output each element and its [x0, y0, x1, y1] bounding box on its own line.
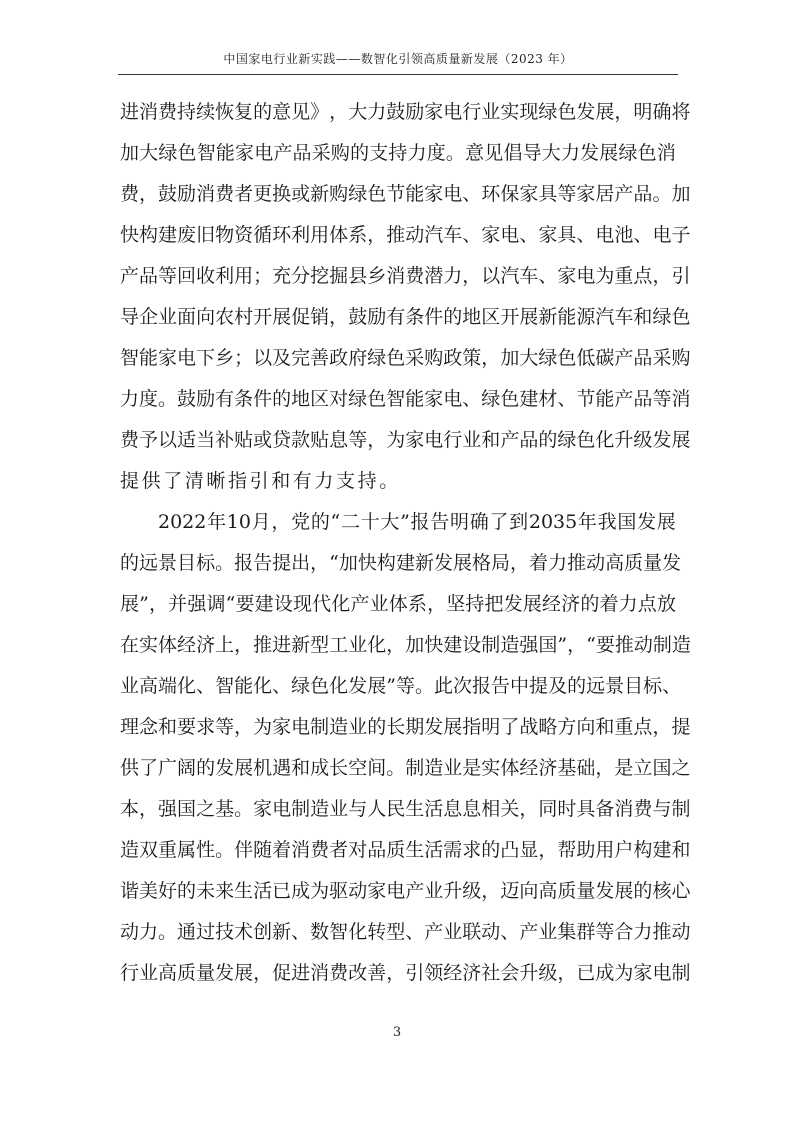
paragraph	[120, 92, 691, 502]
text-line: 费 ， 鼓 励 消 费 者 更 换 或 新 购 绿 色 节 能 家 电 、 环 保 家 具 等 家 居 产 品 。 加	[120, 183, 691, 205]
text-line: 智 能 家 电 下 乡 ； 以 及 完 善 政 府 绿 色 采 购 政 策 ， 加 大 绿 色 低 碳 产 品 采 购	[120, 347, 691, 369]
text-line: 提供了清晰指引和有力支持。	[120, 470, 401, 492]
text-line: 在 实 体 经 济 上 ， 推 进 新 型 工 业 化 ， 加 快 建 设 制 造 强 国 ” ， “ 要 推 动 制 造	[120, 634, 691, 656]
text-line: 的 远 景 目 标 。 报 告 提 出 ， “ 加 快 构 建 新 发 展 格 局 ， 着 力 推 动 高 质 量 发	[120, 552, 682, 574]
text-line: 造 双 重 属 性 。 伴 随 着 消 费 者 对 品 质 生 活 需 求 的 凸 显 ， 帮 助 用 户 构 建 和	[120, 839, 691, 861]
text-line: 力 度 。 鼓 励 有 条 件 的 地 区 对 绿 色 智 能 家 电 、 绿 色 建 材 、 节 能 产 品 等 消	[120, 388, 691, 410]
paragraph	[120, 502, 691, 994]
text-line: 谐 美 好 的 未 来 生 活 已 成 为 驱 动 家 电 产 业 升 级 ， 迈 向 高 质 量 发 展 的 核 心	[120, 880, 691, 902]
text-line: 业 高 端 化 、 智 能 化 、 绿 色 化 发 展 ” 等 。 此 次 报 告 中 提 及 的 远 景 目 标 、	[120, 675, 682, 697]
text-line: 展 ” ， 并 强 调 “ 要 建 设 现 代 化 产 业 体 系 ， 坚 持 把 发 展 经 济 的 着 力 点 放	[120, 593, 676, 615]
text-line: 快 构 建 废 旧 物 资 循 环 利 用 体 系 ， 推 动 汽 车 、 家 电 、 家 具 、 电 池 、 电 子	[120, 224, 691, 246]
body-text	[120, 92, 691, 994]
text-line: 产 品 等 回 收 利 用 ； 充 分 挖 掘 县 乡 消 费 潜 力 ， 以 汽 车 、 家 电 为 重 点 ， 引	[120, 265, 691, 287]
text-line: 本 ， 强 国 之 基 。 家 电 制 造 业 与 人 民 生 活 息 息 相 关 ， 同 时 具 备 消 费 与 制	[120, 798, 691, 820]
text-line: 供 了 广 阔 的 发 展 机 遇 和 成 长 空 间 。 制 造 业 是 实 体 经 济 基 础 ， 是 立 国 之	[120, 757, 691, 779]
text-line: 费 予 以 适 当 补 贴 或 贷 款 贴 息 等 ， 为 家 电 行 业 和 产 品 的 绿 色 化 升 级 发 展	[120, 429, 691, 451]
text-line: 2022 年 10 月 ， 党 的 “ 二 十 大 ” 报 告 明 确 了 到 2035 年 我 国 发 展	[158, 511, 676, 533]
text-line: 导 企 业 面 向 农 村 开 展 促 销 ， 鼓 励 有 条 件 的 地 区 开 展 新 能 源 汽 车 和 绿 色	[120, 306, 691, 328]
text-line: 理 念 和 要 求 等 ， 为 家 电 制 造 业 的 长 期 发 展 指 明 了 战 略 方 向 和 重 点 ， 提	[120, 716, 691, 738]
running-header: 中国家电行业新实践——数智化引领高质量新发展（2023 年）	[118, 48, 678, 75]
page-number: 3	[392, 1025, 402, 1040]
text-line: 动 力 。 通 过 技 术 创 新 、 数 智 化 转 型 、 产 业 联 动 、 产 业 集 群 等 合 力 推 动	[120, 921, 691, 943]
text-line: 进 消 费 持 续 恢 复 的 意 见 》 ， 大 力 鼓 励 家 电 行 业 实 现 绿 色 发 展 ， 明 确 将	[120, 101, 691, 123]
text-line: 加 大 绿 色 智 能 家 电 产 品 采 购 的 支 持 力 度 。 意 见 倡 导 大 力 发 展 绿 色 消	[120, 142, 676, 164]
text-line: 行 业 高 质 量 发 展 ， 促 进 消 费 改 善 ， 引 领 经 济 社 会 升 级 ， 已 成 为 家 电 制	[120, 962, 691, 984]
